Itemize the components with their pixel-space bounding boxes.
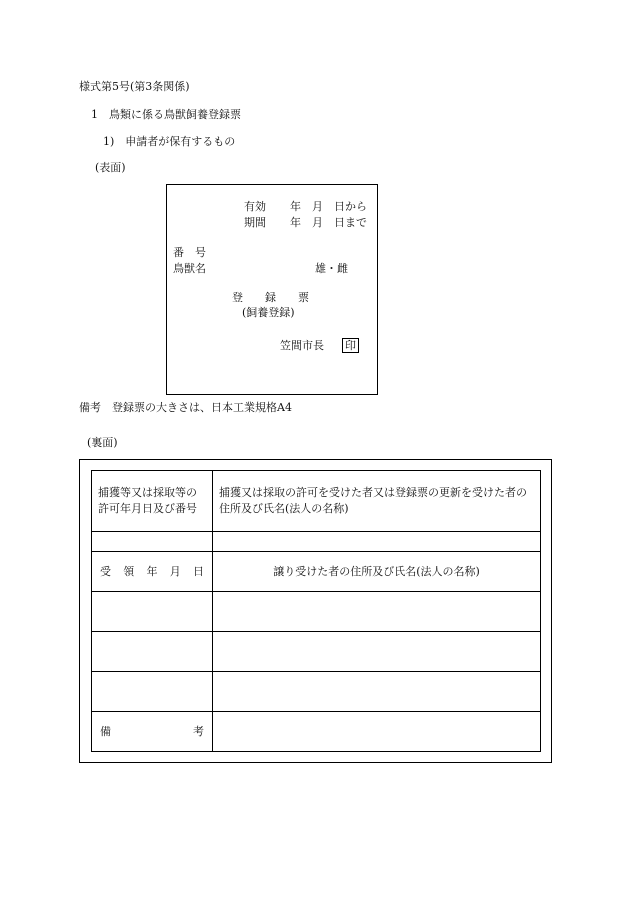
issuer-signature [280,338,359,353]
table-row [92,672,541,712]
species-label: 鳥獣名 [173,262,206,275]
issuer-name: 笠間市長 [280,339,324,352]
size-note: 備考 登録票の大きさは、日本工業規格A4 [79,401,292,414]
valid-to: 年 月 日まで [290,216,367,229]
valid-label-bottom: 期間 [244,216,266,229]
form-title: 様式第5号(第3条関係) [79,80,190,93]
front-label: (表面) [95,161,126,174]
card-subtitle: (飼養登録) [242,306,295,319]
sex-options: 雄・雌 [315,262,348,275]
valid-from: 年 月 日から [290,200,367,213]
registration-card-back [79,459,552,763]
table-row [92,632,541,672]
table-row [92,712,541,752]
back-label: (裏面) [87,436,118,449]
transferee-label: 譲り受けた者の住所及び氏名(法人の名称) [213,552,541,592]
seal-mark: 印 [342,338,359,353]
subsection-title: 1) 申請者が保有するもの [103,135,236,148]
table-row [92,552,541,592]
valid-label-top: 有効 [244,200,266,213]
back-table [91,470,541,752]
table-row [92,592,541,632]
permit-date-number-header: 捕獲等又は採取等の許可年月日及び番号 [92,471,213,532]
table-row [92,532,541,552]
remarks-value [213,712,541,752]
holder-address-header: 捕獲又は採取の許可を受けた者又は登録票の更新を受けた者の住所及び氏名(法人の名称) [213,471,541,532]
receive-date-label: 受 領 年 月 日 [92,552,213,592]
registration-card-front [166,184,378,395]
table-row [92,471,541,532]
number-label: 番 号 [173,246,206,259]
card-title: 登 録 票 [232,291,309,304]
remarks-label: 備 考 [92,712,213,752]
section-title: 1 鳥類に係る鳥獣飼養登録票 [91,108,241,121]
